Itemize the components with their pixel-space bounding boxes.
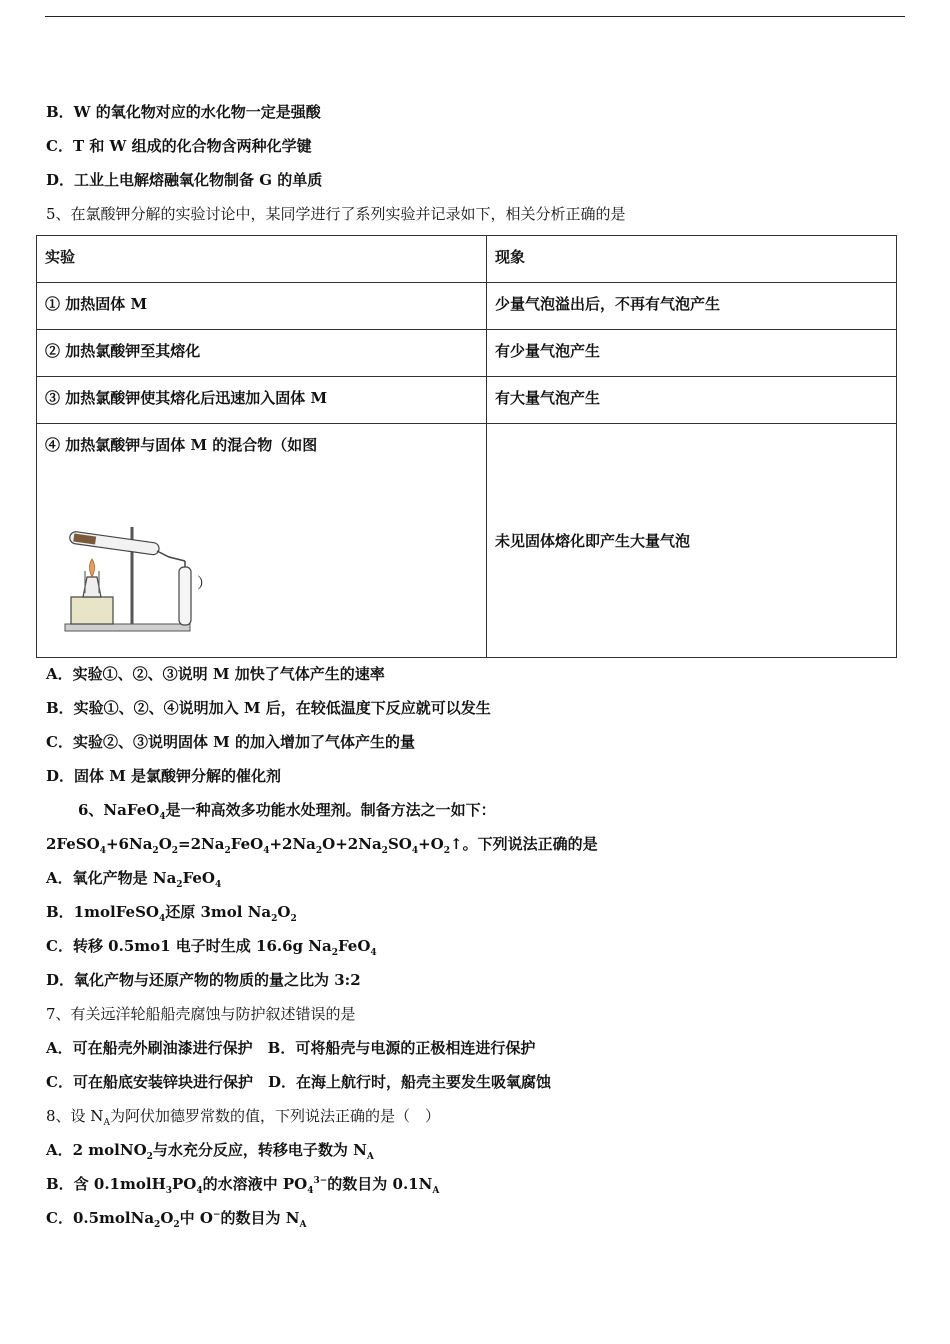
q4-option-c: C．T 和 W 组成的化合物含两种化学键: [46, 137, 312, 155]
header-phenomenon: 现象: [487, 236, 897, 283]
q5-option-c: C．实验②、③说明固体 M 的加入增加了气体产生的量: [46, 733, 415, 751]
q5-option-d: D．固体 M 是氯酸钾分解的催化剂: [46, 767, 282, 785]
table-row: [37, 283, 897, 330]
experiment-cell: ② 加热氯酸钾至其熔化: [37, 330, 487, 377]
q6-option-d: D．氧化产物与还原产物的物质的量之比为 3:2: [46, 971, 361, 989]
q6-equation: $2FeSO_4+6Na_2O_2=2Na_2FeO_4+2Na_2O+2Na_2SO_4+O_2↑$。下列说法正确的是: [46, 835, 598, 856]
experiment-table: [36, 235, 897, 658]
phenomenon-cell: 有少量气泡产生: [487, 330, 897, 377]
q8-option-b: B．含 $0.1molH_3PO_4$的水溶液中 $PO_4^{3-}$的数目为 $0.1N_A$: [46, 1175, 440, 1196]
closing-paren: ）: [197, 574, 213, 592]
experiment-cell: ① 加热固体 M: [37, 283, 487, 330]
q5-option-b: B．实验①、②、④说明加入 M 后，在较低温度下反应就可以发生: [46, 699, 491, 717]
q6-stem: 6、NaFeO$_4$是一种高效多功能水处理剂。制备方法之一如下：: [78, 801, 496, 822]
q7-options-ab: A．可在船壳外刷油漆进行保护 B．可将船壳与电源的正极相连进行保护: [46, 1039, 536, 1057]
q4-option-b: B．W 的氧化物对应的水化物一定是强酸: [46, 103, 321, 121]
q6-option-a: A．氧化产物是 $Na_2FeO_4$: [46, 869, 222, 890]
experiment-cell-with-figure: [37, 424, 487, 658]
q7-options-cd: C．可在船底安装锌块进行保护 D．在海上航行时，船壳主要发生吸氧腐蚀: [46, 1073, 551, 1091]
q5-option-a: A．实验①、②、③说明 M 加快了气体产生的速率: [46, 665, 385, 683]
table-row: [37, 330, 897, 377]
q5-stem: 5、在氯酸钾分解的实验讨论中，某同学进行了系列实验并记录如下，相关分析正确的是: [46, 205, 626, 223]
q6-option-b: B．1molFeSO$_4$还原 3mol $Na_2O_2$: [46, 903, 297, 924]
q7-stem: 7、有关远洋轮船船壳腐蚀与防护叙述错误的是: [46, 1005, 356, 1023]
experiment-cell-text: ④ 加热氯酸钾与固体 M 的混合物（如图: [45, 436, 318, 454]
header-experiment: 实验: [37, 236, 487, 283]
top-rule: [45, 16, 905, 17]
q8-option-c: C．$0.5molNa_2O_2$中 O−的数目为 $N_A$: [46, 1209, 307, 1230]
q6-option-c: C．转移 0.5mo1 电子时生成 16.6g $Na_2FeO_4$: [46, 937, 377, 958]
table-header-row: [37, 236, 897, 283]
q8-stem: 8、设 $N_A$为阿伏加德罗常数的值，下列说法正确的是（ ）: [46, 1107, 440, 1128]
table-row: [37, 377, 897, 424]
phenomenon-cell: 未见固体熔化即产生大量气泡: [487, 424, 897, 658]
phenomenon-cell: 少量气泡溢出后，不再有气泡产生: [487, 283, 897, 330]
experiment-cell: ③ 加热氯酸钾使其熔化后迅速加入固体 M: [37, 377, 487, 424]
table-row: [37, 424, 897, 658]
heating-apparatus-figure: [57, 519, 197, 634]
phenomenon-cell: 有大量气泡产生: [487, 377, 897, 424]
q4-option-d: D．工业上电解熔融氧化物制备 G 的单质: [46, 171, 323, 189]
q8-option-a: A．2 molNO$_2$与水充分反应，转移电子数为 $N_A$: [46, 1141, 374, 1162]
